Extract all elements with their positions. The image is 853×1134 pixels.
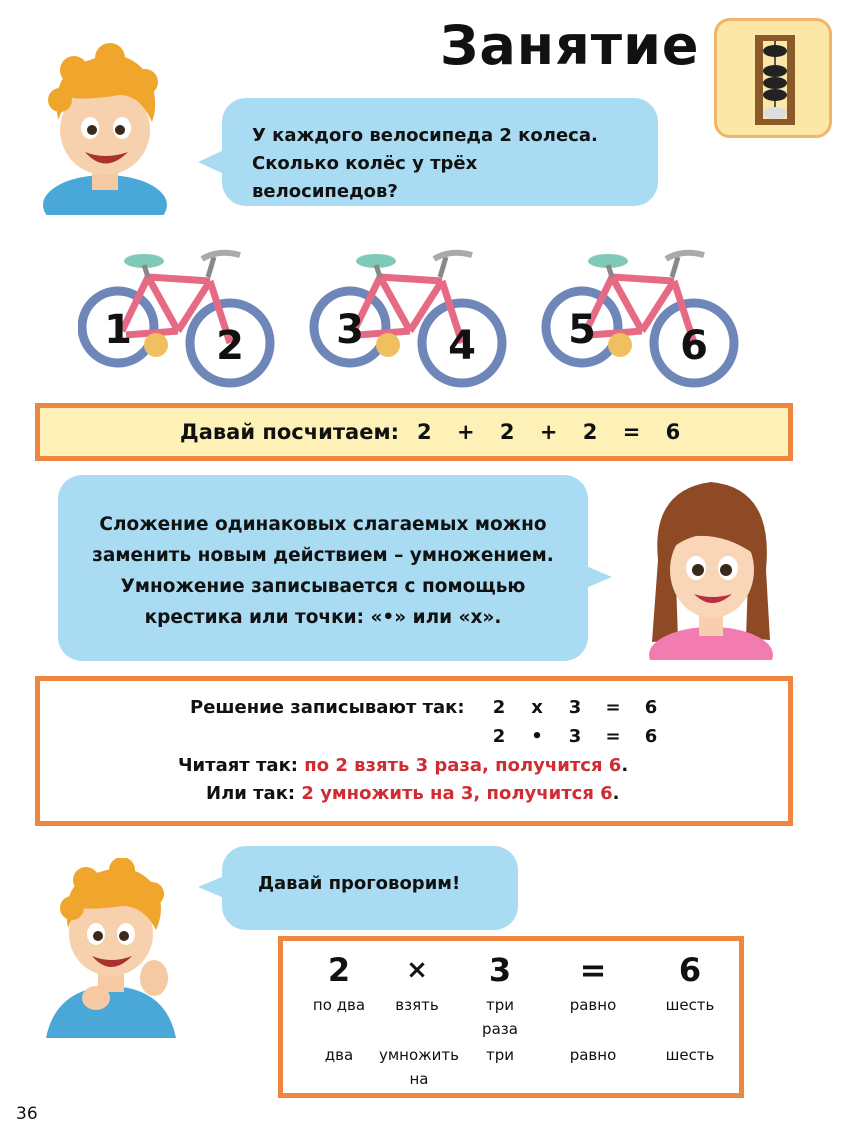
rule-box [35,676,793,826]
equation-dot [480,726,670,747]
eq-term: 3 [568,697,582,718]
or-label: Или так: [206,783,296,804]
symbol-two: 2 [327,951,351,989]
explanation-line-1: Сложение одинаковых слагаемых можно [99,514,547,535]
row1-cell: шесть [665,996,715,1014]
read-text: по 2 взять 3 раза, получится 6 [304,755,622,776]
speech-bubble-explanation [58,475,588,661]
bicycle-icon [82,253,270,383]
boy-avatar [30,40,180,215]
speech-bubble-question [222,98,658,206]
or-dot: . [612,783,620,804]
sum-term: = [622,420,641,444]
rule-label: Решение записывают так: [190,697,465,718]
eq-term: • [531,726,543,747]
or-text: 2 умножить на 3, получится 6 [301,783,613,804]
row1-cell: равно [569,996,617,1014]
sum-term: + [456,420,475,444]
read-line [178,755,628,776]
read-dot: . [621,755,629,776]
bicycle-icon [314,253,502,383]
sum-term: 2 [582,420,598,444]
row2-cell: шесть [665,1046,715,1064]
question-line-2: Сколько колёс у трёх велосипедов? [252,153,478,202]
row2-cell: умножить на [378,1046,460,1088]
wheel-number: 2 [216,323,244,369]
wheel-number: 3 [336,307,364,353]
speech-bubble-lets-say [222,846,518,930]
read-label: Читаят так: [178,755,298,776]
abacus-icon [714,18,832,138]
row1-cell: по два [312,996,366,1014]
girl-avatar [636,470,786,660]
lets-say-text: Давай проговорим! [258,873,461,894]
explanation-line-2: заменить новым действием – умножением. [92,545,554,566]
bicycle-icon [546,253,734,383]
eq-term: 2 [492,726,506,747]
row2-cell: три [485,1046,514,1064]
symbol-three: 3 [488,951,512,989]
sum-expression [399,420,680,444]
sum-bar [35,403,793,461]
explanation-line-4: крестика или точки: «•» или «х». [144,607,502,628]
bubble-tail [198,876,224,898]
bubble-tail [198,150,224,174]
page-title: Занятие [440,14,700,77]
boy-talking-avatar [36,858,186,1038]
eq-term: 6 [644,697,658,718]
sum-term: 2 [417,420,432,444]
eq-term: 3 [568,726,582,747]
wheel-number: 5 [568,307,596,353]
row1-cell: взять [395,996,439,1014]
sum-term: 6 [665,420,681,444]
explanation-line-3: Умножение записывается с помощью [120,576,526,597]
eq-term: 2 [492,697,506,718]
row2-cell: равно [569,1046,617,1064]
bubble-tail [586,566,612,588]
sum-term: + [539,420,558,444]
bicycles-graphic [78,243,778,399]
eq-term: 6 [644,726,658,747]
sum-term: 2 [499,420,515,444]
symbol-six: 6 [678,951,702,989]
sum-label: Давай посчитаем: [180,420,400,444]
row1-cell: три раза [482,996,518,1038]
eq-term: х [531,697,543,718]
or-line [206,783,620,804]
symbol-times: × [406,955,428,985]
wheel-number: 4 [448,323,476,369]
equation-cross [480,697,670,718]
eq-term: = [605,697,621,718]
wheel-number: 1 [104,307,132,353]
row2-cell: два [324,1046,354,1064]
symbol-equals: = [579,951,607,989]
eq-term: = [605,726,621,747]
reading-table [278,936,744,1098]
page-number: 36 [16,1104,38,1124]
question-line-1: У каждого велосипеда 2 колеса. [252,125,598,146]
wheel-number: 6 [680,323,708,369]
